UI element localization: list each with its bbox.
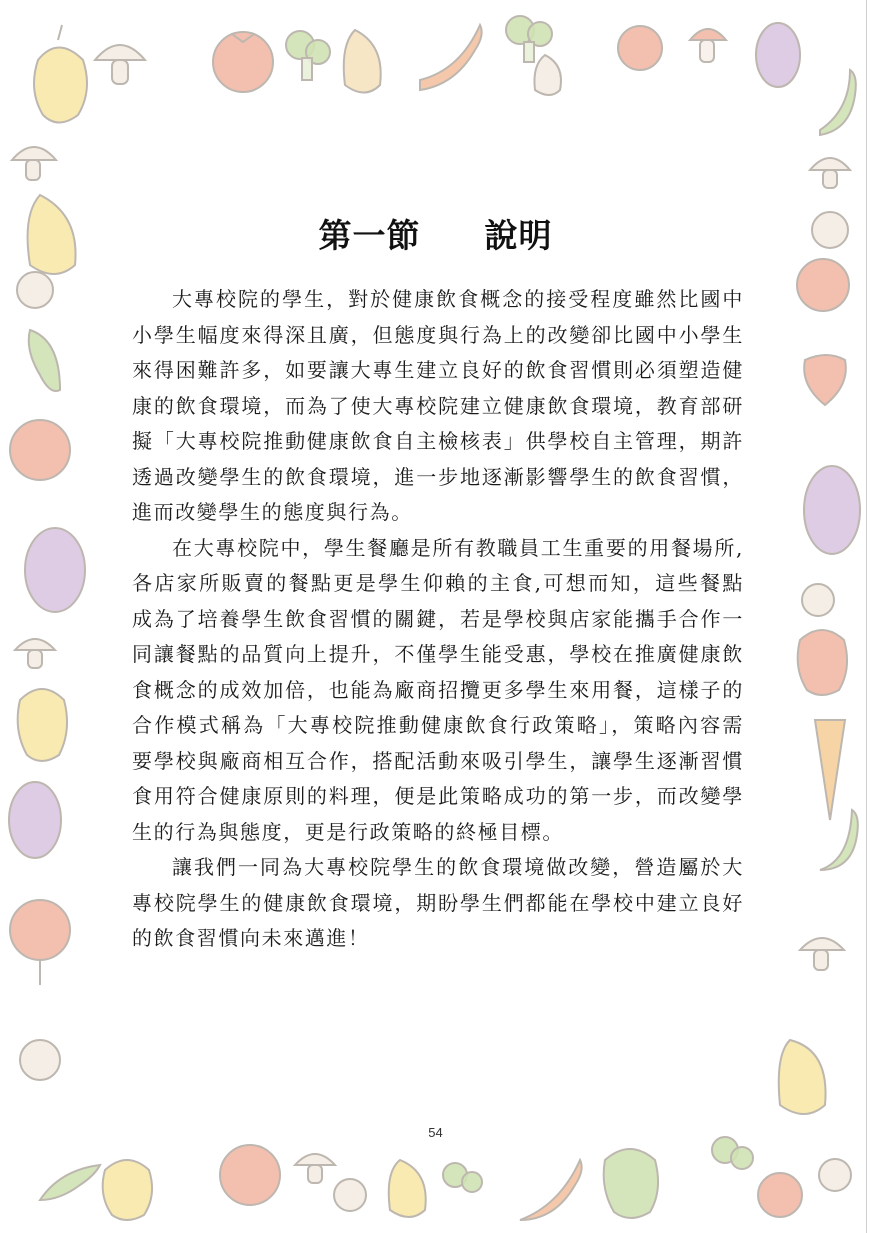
section-heading: 說明: [484, 216, 553, 256]
tomato-icon: [10, 420, 70, 480]
radish-icon: [804, 355, 846, 405]
paragraph: 大專校院的學生，對於健康飲食概念的接受程度雖然比國中小學生幅度來得深且廣，但態度與行為上的改變卻比國中小學生來得困難許多，如要讓大專生建立良好的飲食習慣則必須塑造健康的飲食環境，而為了使大專校院建立健康飲食環境，教育部研擬「大專校院推動健康飲食自主檢核表」供學校自主管理，期許透過改變學生的飲食環境，進一步地逐漸影響學生的飲食習慣，進而改變學生的態度與行為。: [132, 287, 744, 524]
onion-icon: [779, 1040, 826, 1114]
broccoli-icon: [443, 1163, 482, 1192]
mushroom-icon: [15, 639, 55, 668]
eggplant-icon: [9, 782, 61, 858]
chili-pepper-icon: [520, 1160, 582, 1220]
mushroom-icon: [802, 584, 834, 616]
mushroom-icon: [95, 45, 145, 84]
section-number: 第一節: [318, 216, 421, 256]
bell-pepper-icon: [34, 25, 87, 123]
bell-pepper-icon: [798, 630, 847, 695]
bell-pepper-icon: [103, 1160, 152, 1220]
eggplant-icon: [756, 23, 800, 87]
paragraph: 在大專校院中，學生餐廳是所有教職員工生重要的用餐場所,各店家所販賣的餐點更是學生仰賴的主食,可想而知，這些餐點成為了培養學生飲食習慣的關鍵，若是學校與店家能攜手合作一同讓餐點的品質向上提升，不僅學生能受惠，學校在推廣健康飲食概念的成效加倍，也能為廠商招攬更多學生來用餐，這樣子的合作模式稱為「大專校院推動健康飲食行政策略」，策略內容需要學校與廠商相互合作，搭配活動來吸引學生，讓學生逐漸習慣食用符合健康原則的料理，便是此策略成功的第一步，而改變學生的行為與態度，更是行政策略的終極目標。: [132, 535, 744, 844]
eggplant-icon: [804, 466, 860, 554]
paragraph: 讓我們一同為大專校院學生的飲食環境做改變，營造屬於大專校院學生的健康飲食環境，期盼學生們都能在學校中建立良好的飲食習慣向未來邁進！: [132, 855, 744, 950]
tomato-icon: [220, 1145, 280, 1205]
eggplant-icon: [25, 528, 85, 612]
page-edge-line: [866, 0, 867, 1233]
onion-icon: [534, 55, 561, 95]
chili-pepper-icon: [820, 70, 856, 135]
chili-pepper-icon: [29, 330, 60, 391]
body-text: [132, 282, 744, 957]
radish-icon: [10, 900, 70, 985]
page-number: 54: [428, 1125, 443, 1140]
mushroom-icon: [690, 29, 726, 62]
onion-icon: [344, 30, 381, 93]
mushroom-icon: [12, 147, 56, 180]
mushroom-icon: [819, 1159, 851, 1191]
mushroom-icon: [800, 938, 844, 970]
bell-pepper-icon: [604, 1149, 658, 1218]
tomato-icon: [618, 26, 662, 70]
chili-pepper-icon: [420, 25, 482, 90]
onion-icon: [389, 1160, 426, 1217]
mushroom-icon: [295, 1154, 335, 1183]
mushroom-icon: [810, 158, 850, 188]
chili-pepper-icon: [820, 810, 858, 870]
chili-pepper-icon: [40, 1165, 100, 1200]
bell-pepper-icon: [18, 689, 67, 761]
tomato-icon: [213, 32, 273, 92]
tomato-icon: [758, 1173, 802, 1217]
section-title: [0, 210, 871, 257]
carrot-icon: [815, 720, 845, 820]
mushroom-icon: [20, 1040, 60, 1080]
tomato-icon: [797, 259, 849, 311]
onion-icon: [334, 1179, 366, 1211]
broccoli-icon: [712, 1137, 753, 1169]
broccoli-icon: [286, 31, 330, 80]
mushroom-icon: [17, 272, 53, 308]
